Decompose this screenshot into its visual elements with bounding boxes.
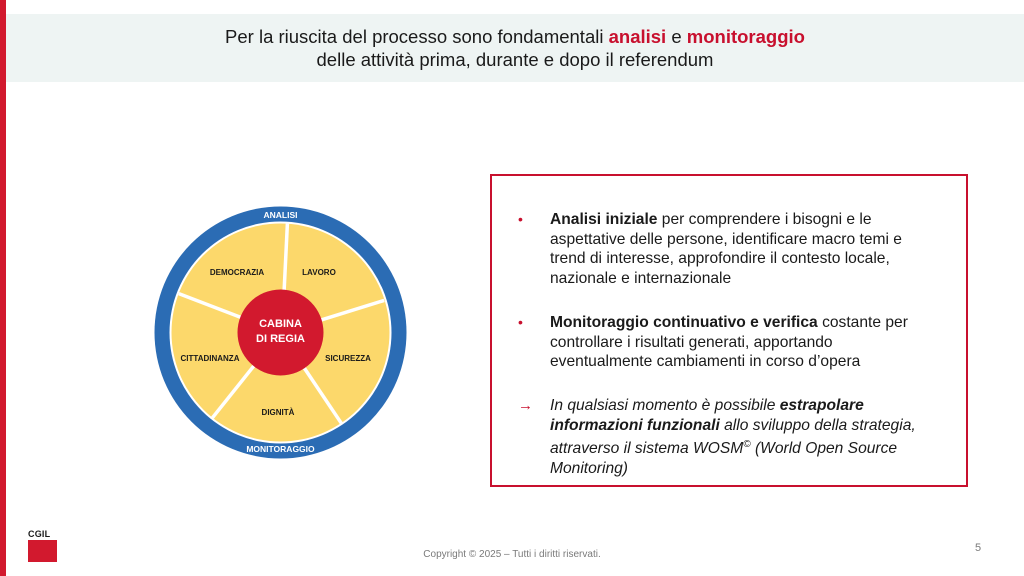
highlight-analisi: analisi: [608, 26, 667, 47]
left-accent-bar: [0, 0, 6, 576]
copyright-text: Copyright © 2025 – Tutti i diritti riservati.: [423, 549, 601, 560]
arrow-right-icon: →: [518, 397, 533, 414]
wheel-svg: [153, 205, 408, 460]
page-number: 5: [975, 542, 982, 554]
highlight-monitoraggio: monitoraggio: [686, 26, 805, 47]
bullet-item-analisi: • Analisi iniziale per comprendere i bisogni e le aspettative delle persone, identificare macro temi e trend di interesse, approfondire il contesto locale, nazionale e internazionale: [518, 211, 902, 287]
bullet-icon: •: [518, 211, 523, 227]
info-box: [490, 174, 968, 487]
segment-label-lavoro: LAVORO: [302, 268, 336, 277]
process-wheel-diagram: [153, 205, 408, 460]
segment-label-sicurezza: SICUREZZA: [325, 354, 371, 363]
ring-label-monitoraggio: MONITORAGGIO: [246, 444, 315, 454]
note-item-wosm: → In qualsiasi momento è possibile estrapolare informazioni funzionali allo sviluppo della strategia, attraverso il sistema WOSM© (World Open Source Monitoring): [518, 397, 916, 477]
logo-text: CGIL: [28, 529, 51, 539]
slide-title: [6, 14, 1024, 82]
segment-label-dignita: DIGNITÀ: [261, 408, 295, 417]
segment-label-democrazia: DEMOCRAZIA: [209, 268, 265, 277]
center-label-line-1: CABINA: [259, 318, 302, 330]
bullet-icon: •: [518, 314, 523, 330]
center-label-line-2: DI REGIA: [256, 333, 305, 345]
segment-label-cittadinanza: CITTADINANZA: [180, 354, 240, 363]
title-line-2: delle attività prima, durante e dopo il referendum: [316, 49, 714, 70]
bullet-item-monitoraggio: • Monitoraggio continuativo e verifica costante per controllare i risultati generati, apportando eventualmente cambiamenti in corso d’opera: [518, 314, 908, 371]
ring-label-analisi: ANALISI: [263, 210, 298, 220]
title-line-1: Per la riuscita del processo sono fondamentali analisi e monitoraggio: [225, 26, 805, 47]
